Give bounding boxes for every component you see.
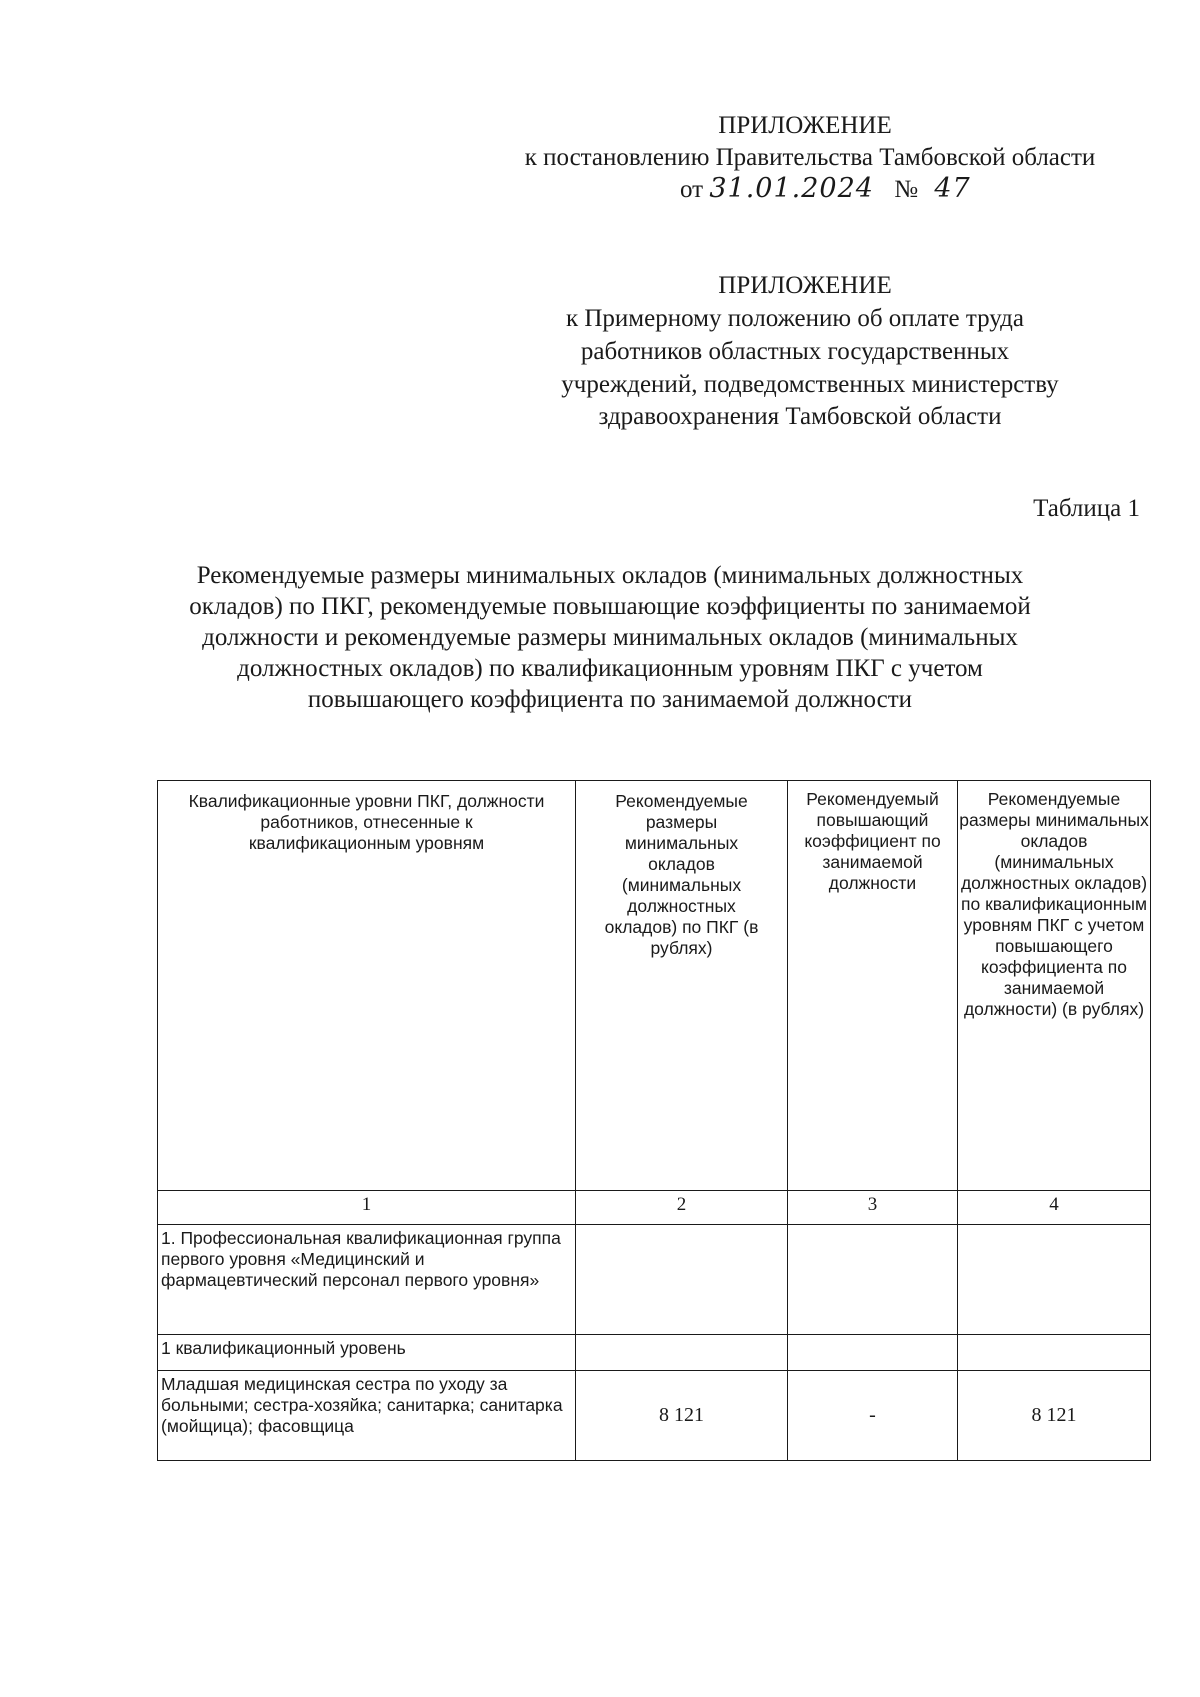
number-prefix: № bbox=[894, 176, 919, 203]
row-value bbox=[788, 1225, 958, 1335]
appendix-1-date-line bbox=[680, 172, 1000, 207]
handwritten-date: 31.01.2024 bbox=[709, 173, 874, 204]
column-number: 1 bbox=[158, 1191, 576, 1225]
appendix-2-line-2: работников областных государственных bbox=[580, 338, 1010, 365]
header-row bbox=[158, 781, 1151, 1191]
row-value bbox=[958, 1225, 1151, 1335]
heading-line: должностных окладов) по квалификационным уровням ПКГ с учетом bbox=[237, 655, 983, 682]
header-cell: Рекомендуемые размеры минимальных окладов (минимальных должностных окладов) по квалификационным уровням ПКГ с учетом повышающего коэффициента по занимаемой должности) (в рублях) bbox=[958, 781, 1151, 1191]
appendix-2-title: ПРИЛОЖЕНИЕ bbox=[718, 272, 892, 299]
header-cell: Квалификационные уровни ПКГ, должности работников, отнесенные к квалификационным уровням bbox=[158, 781, 576, 1191]
column-number-row bbox=[158, 1191, 1151, 1225]
table-row bbox=[158, 1335, 1151, 1371]
row-label: 1 квалификационный уровень bbox=[158, 1335, 576, 1371]
column-number: 4 bbox=[958, 1191, 1151, 1225]
heading-line: окладов) по ПКГ, рекомендуемые повышающие коэффициенты по занимаемой bbox=[189, 593, 1031, 620]
appendix-1-title: ПРИЛОЖЕНИЕ bbox=[718, 112, 892, 139]
appendix-2-line-1: к Примерному положению об оплате труда bbox=[565, 305, 1025, 332]
row-value: - bbox=[788, 1371, 958, 1461]
header-cell: Рекомендуемые размеры минимальных окладов (минимальных должностных окладов) по ПКГ (в рублях) bbox=[576, 781, 788, 1191]
table-label: Таблица 1 bbox=[1033, 495, 1140, 522]
row-value bbox=[576, 1225, 788, 1335]
appendix-1-line: к постановлению Правительства Тамбовской области bbox=[524, 144, 1096, 171]
handwritten-number: 47 bbox=[934, 173, 971, 204]
row-value bbox=[958, 1335, 1151, 1371]
appendix-2-line-3: учреждений, подведомственных министерству bbox=[561, 371, 1059, 398]
salary-table bbox=[157, 780, 1151, 1461]
row-label: Младшая медицинская сестра по уходу за больными; сестра-хозяйка; санитарка; санитарка (мойщица); фасовщица bbox=[158, 1371, 576, 1461]
appendix-2-line-4: здравоохранения Тамбовской области bbox=[598, 403, 1002, 430]
column-number: 3 bbox=[788, 1191, 958, 1225]
row-value bbox=[576, 1335, 788, 1371]
table-row bbox=[158, 1371, 1151, 1461]
table-heading bbox=[110, 560, 1110, 715]
row-value: 8 121 bbox=[576, 1371, 788, 1461]
heading-line: повышающего коэффициента по занимаемой должности bbox=[307, 686, 913, 713]
column-number: 2 bbox=[576, 1191, 788, 1225]
heading-line: Рекомендуемые размеры минимальных окладов (минимальных должностных bbox=[196, 562, 1024, 589]
table-row bbox=[158, 1225, 1151, 1335]
heading-line: должности и рекомендуемые размеры минимальных окладов (минимальных bbox=[202, 624, 1018, 651]
row-label: 1. Профессиональная квалификационная группа первого уровня «Медицинский и фармацевтический персонал первого уровня» bbox=[158, 1225, 576, 1335]
header-cell: Рекомендуемый повышающий коэффициент по занимаемой должности bbox=[788, 781, 958, 1191]
date-prefix: от bbox=[680, 176, 704, 203]
row-value bbox=[788, 1335, 958, 1371]
row-value: 8 121 bbox=[958, 1371, 1151, 1461]
